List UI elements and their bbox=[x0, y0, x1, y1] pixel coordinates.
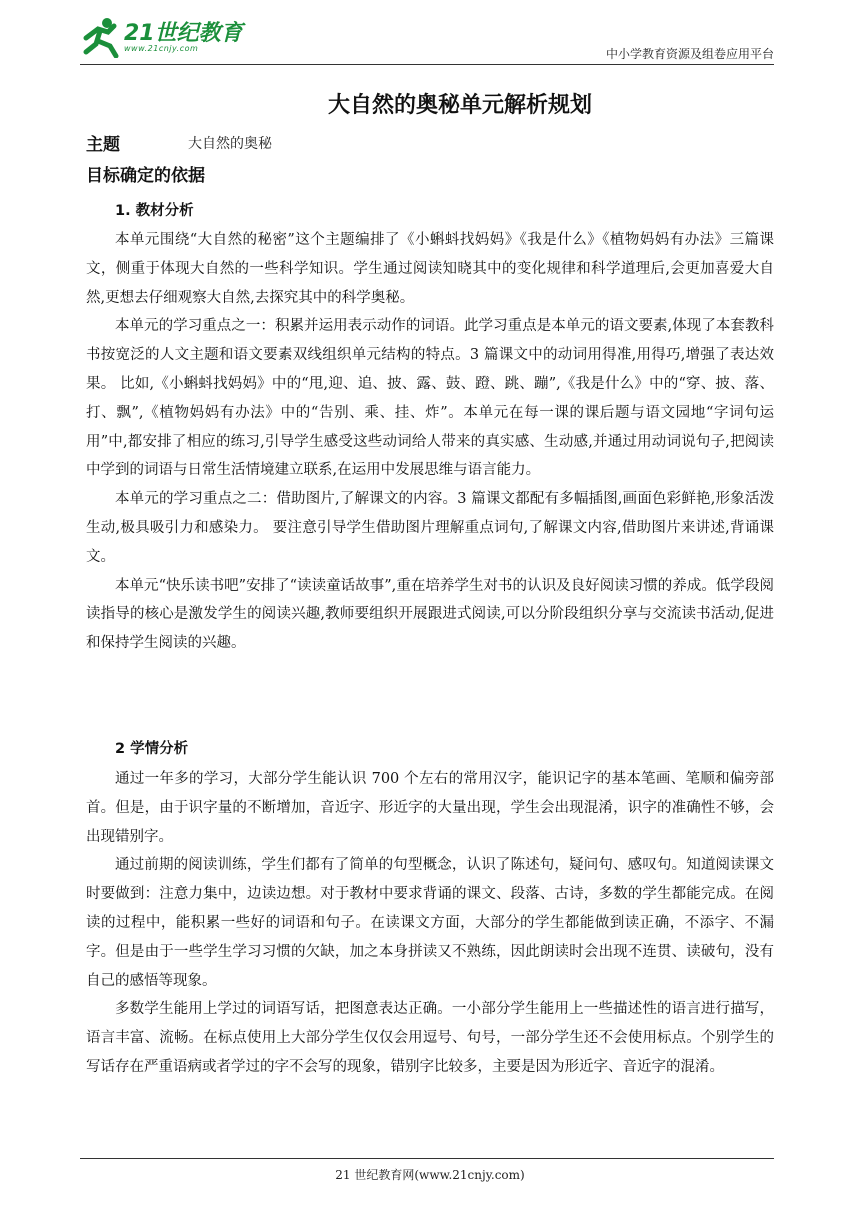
paragraph: 本单元的学习重点之二：借助图片,了解课文的内容。3 篇课文都配有多幅插图,画面色彩鲜艳,形象活泼生动,极具吸引力和感染力。 要注意引导学生借助图片理解重点词句,了解课文内容,借助图片来讲述,背诵课文。 bbox=[86, 491, 774, 565]
section-heading: 目标确定的依据 bbox=[86, 166, 205, 186]
theme-label: 主题 bbox=[86, 135, 120, 155]
document-title: 大自然的奥秘单元解析规划 bbox=[327, 93, 592, 118]
page-header bbox=[80, 12, 774, 65]
paragraph: 本单元围绕“大自然的秘密”这个主题编排了《小蝌蚪找妈妈》《我是什么》《植物妈妈有办法》三篇课文，侧重于体现大自然的一些科学知识。学生通过阅读知晓其中的变化规律和科学道理后,会更加喜爱大自然,更想去仔细观察大自然,去探究其中的科学奥秘。 bbox=[86, 232, 774, 306]
theme-row bbox=[86, 130, 272, 156]
paragraph: 本单元的学习重点之一：积累并运用表示动作的词语。此学习重点是本单元的语文要素,体现了本套教科书按宽泛的人文主题和语文要素双线组织单元结构的特点。3 篇课文中的动词用得准,用得巧,增强了表达效果。 比如,《小蝌蚪找妈妈》中的“甩,迎、追、披、露、鼓、蹬、跳、蹦”,《我是什么》中的“穿、披、落、打、飘”,《植物妈妈有办法》中的“告别、乘、挂、炸”。本单元在每一课的课后题与语文园地“字词句运用”中,都安排了相应的练习,引导学生感受这些动词给人带来的真实感、生动感,并通过用动词说句子,把阅读中学到的词语与日常生活情境建立联系,在运用中发展思维与语言能力。 bbox=[86, 318, 774, 479]
header-platform-text: 中小学教育资源及组卷应用平台 bbox=[605, 47, 774, 61]
runner-logo-icon bbox=[80, 14, 124, 58]
paragraph: 本单元“快乐读书吧”安排了“读读童话故事”,重在培养学生对书的认识及良好阅读习惯的养成。低学段阅读指导的核心是激发学生的阅读兴趣,教师要组织开展跟进式阅读,可以分阶段组织分享与交流读书活动,促进和保持学生阅读的兴趣。 bbox=[86, 577, 774, 652]
theme-value: 大自然的奥秘 bbox=[188, 136, 272, 152]
paragraph: 多数学生能用上学过的词语写话，把图意表达正确。一小部分学生能用上一些描述性的语言进行描写，语言丰富、流畅。在标点使用上大部分学生仅仅会用逗号、句号，一部分学生还不会使用标点。个别学生的写话存在严重语病或者学过的字不会写的现象，错别字比较多，主要是因为形近字、音近字的混淆。 bbox=[86, 1001, 774, 1075]
student-analysis-body bbox=[86, 765, 774, 1082]
logo-text: 21世纪教育 bbox=[124, 21, 243, 46]
footer-divider bbox=[80, 1158, 774, 1159]
textbook-analysis-body bbox=[86, 226, 774, 658]
subsection-heading-students: 2 学情分析 bbox=[115, 741, 189, 757]
logo-url: www.21cnjy.com bbox=[124, 44, 199, 53]
paragraph: 通过前期的阅读训练，学生们都有了简单的句型概念，认识了陈述句，疑问句、感叹句。知道阅读课文时要做到：注意力集中，边读边想。对于教材中要求背诵的课文、段落、古诗，多数的学生都能完成。在阅读的过程中，能积累一些好的词语和句子。在读课文方面，大部分的学生都能做到读正确，不添字、不漏字。但是由于一些学生学习习惯的欠缺，加之本身拼读又不熟练，因此朗读时会出现不连贯、读破句，没有自己的感悟等现象。 bbox=[86, 857, 774, 989]
site-logo[interactable] bbox=[80, 12, 260, 60]
footer-text[interactable]: 21 世纪教育网(www.21cnjy.com) bbox=[335, 1168, 525, 1182]
paragraph: 通过一年多的学习，大部分学生能认识 700 个左右的常用汉字，能识记字的基本笔画、笔顺和偏旁部首。但是，由于识字量的不断增加，音近字、形近字的大量出现，学生会出现混淆，识字的准确性不够，会出现错别字。 bbox=[86, 771, 774, 845]
subsection-heading-textbook: 1. 教材分析 bbox=[115, 203, 194, 219]
